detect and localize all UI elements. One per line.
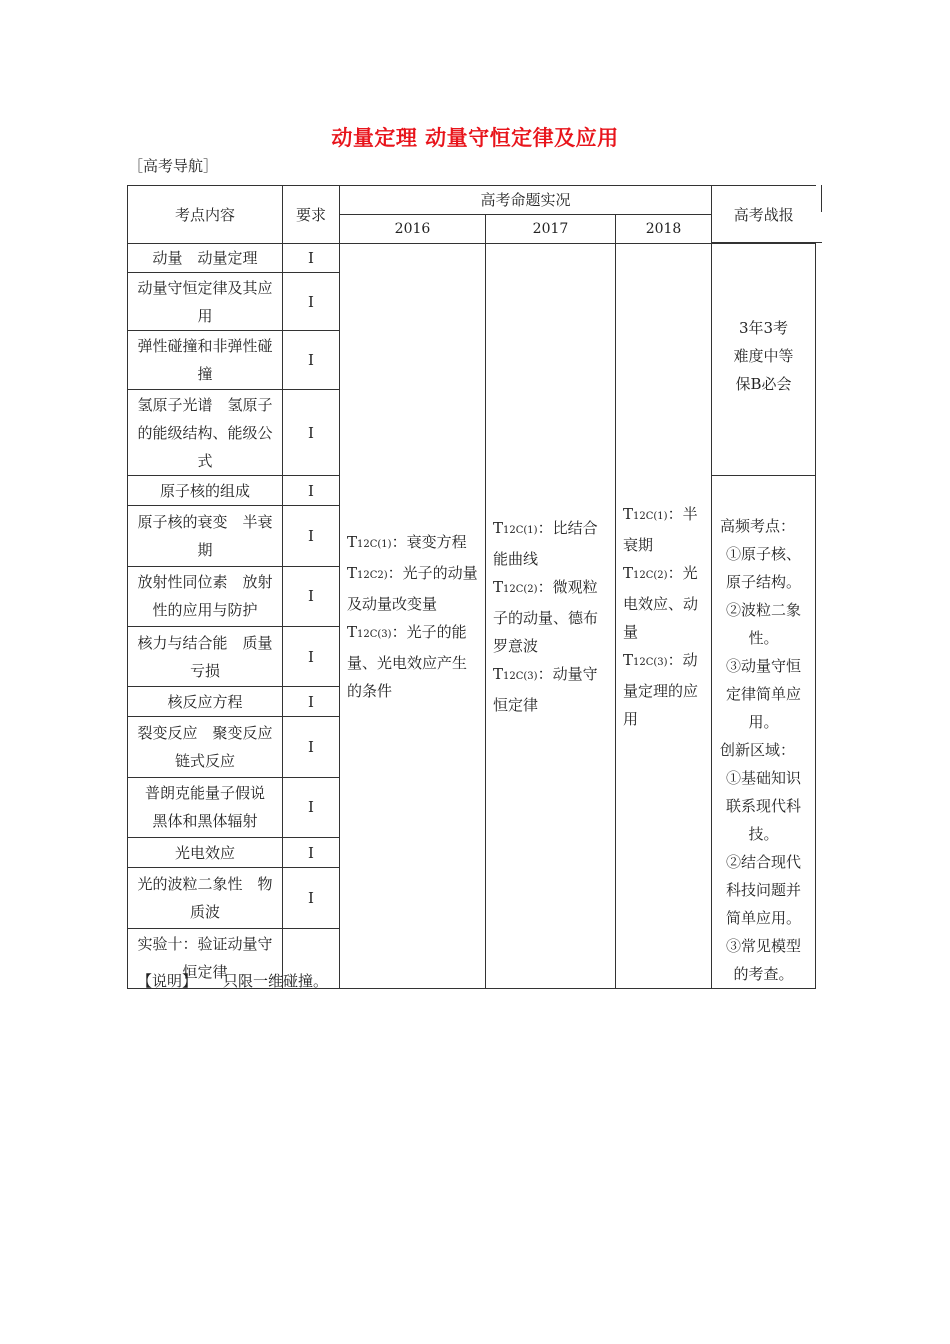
exam-2017-cell <box>486 244 616 989</box>
header-report: 高考战报 <box>712 186 816 244</box>
exam-2017-item: T12C(1)：比结合能曲线 <box>493 518 598 568</box>
requirement-cell: Ⅰ <box>283 777 340 837</box>
header-content: 考点内容 <box>128 186 283 244</box>
freq-item: ①原子核、原子结构。 <box>726 545 802 591</box>
topic-cell: 弹性碰撞和非弹性碰撞 <box>128 331 283 390</box>
requirement-cell: Ⅰ <box>283 331 340 390</box>
requirement-cell: Ⅰ <box>283 838 340 868</box>
report-detail-cell <box>712 476 816 989</box>
requirement-cell: Ⅰ <box>283 626 340 686</box>
freq-item: ②波粒二象性。 <box>726 601 802 647</box>
freq-label: 高频考点： <box>720 517 796 535</box>
exam-2018-item: T12C(3)：动量定理的应用 <box>623 650 699 728</box>
innovation-item: ①基础知识联系现代科技。 <box>726 769 802 843</box>
exam-guide-table <box>127 185 816 989</box>
header-year-2018: 2018 <box>616 215 712 244</box>
report-summary-line: 保B必会 <box>735 374 792 393</box>
header-year-2016: 2016 <box>340 215 486 244</box>
innovation-item: ③常见模型的考查。 <box>726 937 802 983</box>
topic-cell: 核反应方程 <box>128 687 283 717</box>
exam-2016-item: T12C(3)：光子的能量、光电效应产生的条件 <box>347 622 468 700</box>
report-summary-line: 3年3考 <box>738 318 789 337</box>
requirement-cell: Ⅰ <box>283 506 340 566</box>
requirement-cell: Ⅰ <box>283 717 340 777</box>
note-label: 【说明】 <box>137 972 198 990</box>
header-exam: 高考命题实况 <box>340 186 712 215</box>
topic-cell: 原子核的组成 <box>128 476 283 506</box>
innovation-label: 创新区域： <box>720 741 796 759</box>
topic-cell: 原子核的衰变 半衰期 <box>128 506 283 566</box>
freq-item: ③动量守恒定律简单应用。 <box>726 657 802 731</box>
requirement-cell: Ⅰ <box>283 476 340 506</box>
topic-cell: 光电效应 <box>128 838 283 868</box>
topic-cell: 光的波粒二象性 物质波 <box>128 868 283 928</box>
note <box>137 970 328 991</box>
report-summary-line: 难度中等 <box>733 346 794 365</box>
topic-cell: 实验十：验证动量守恒定律 <box>128 928 283 988</box>
header-bottom-edge <box>711 242 822 243</box>
exam-2016-item: T12C(1)：衰变方程 <box>347 532 467 551</box>
requirement-cell: Ⅰ <box>283 390 340 476</box>
exam-2018-item: T12C(2)：光电效应、动量 <box>623 563 699 641</box>
exam-2016-cell <box>340 244 486 989</box>
exam-2017-item: T12C(3)：动量守恒定律 <box>493 664 598 714</box>
report-summary-cell <box>712 244 816 476</box>
exam-2018-cell <box>616 244 712 989</box>
note-text: 只限一维碰撞。 <box>223 972 329 990</box>
exam-2016-item: T12C2)：光子的动量及动量改变量 <box>347 563 478 613</box>
exam-2017-item: T12C(2)：微观粒子的动量、德布罗意波 <box>493 577 599 655</box>
innovation-item: ②结合现代科技问题并简单应用。 <box>726 853 802 927</box>
topic-cell: 普朗克能量子假说 黑体和黑体辐射 <box>128 777 283 837</box>
page-title: 动量定理 动量守恒定律及应用 <box>331 126 619 150</box>
header-year-2017: 2017 <box>486 215 616 244</box>
requirement-cell: Ⅰ <box>283 273 340 331</box>
header-right-edge <box>821 185 822 212</box>
topic-cell: 氢原子光谱 氢原子的能级结构、能级公式 <box>128 390 283 476</box>
topic-cell: 核力与结合能 质量亏损 <box>128 626 283 686</box>
requirement-cell: Ⅰ <box>283 566 340 626</box>
header-requirement: 要求 <box>283 186 340 244</box>
requirement-cell: Ⅰ <box>283 687 340 717</box>
section-label: ［高考导航］ <box>128 157 219 175</box>
topic-cell: 动量守恒定律及其应用 <box>128 273 283 331</box>
topic-cell: 动量 动量定理 <box>128 244 283 273</box>
topic-cell: 裂变反应 聚变反应 链式反应 <box>128 717 283 777</box>
topic-cell: 放射性同位素 放射性的应用与防护 <box>128 566 283 626</box>
requirement-cell: Ⅰ <box>283 868 340 928</box>
requirement-cell: Ⅰ <box>283 244 340 273</box>
exam-2018-item: T12C(1)：半衰期 <box>623 504 698 554</box>
